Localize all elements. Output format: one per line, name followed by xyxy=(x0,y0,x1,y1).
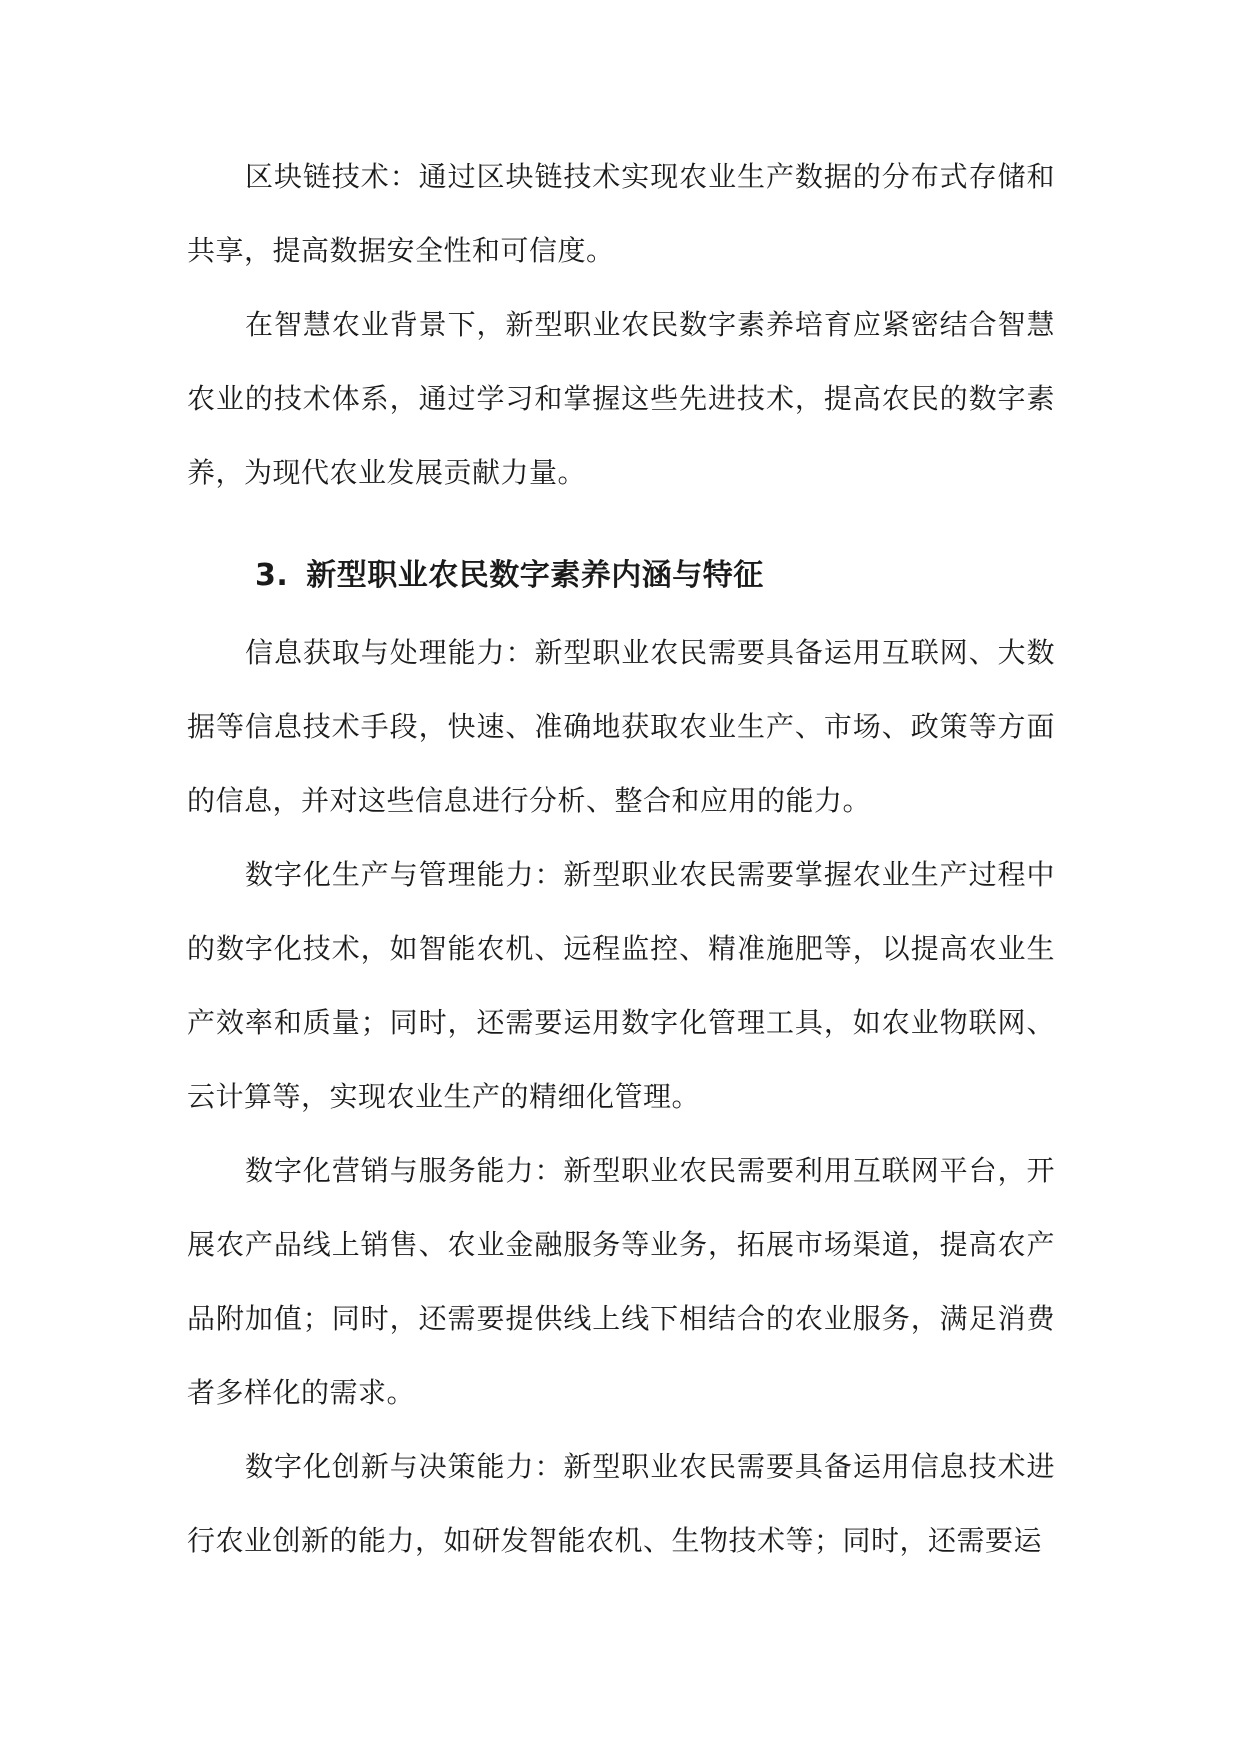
paragraph-smart-agriculture-summary: 在智慧农业背景下，新型职业农民数字素养培育应紧密结合智慧农业的技术体系，通过学习和掌握这些先进技术，提高农民的数字素养，为现代农业发展贡献力量。 xyxy=(187,308,1055,489)
paragraph-innovation-decision-ability: 数字化创新与决策能力：新型职业农民需要具备运用信息技术进行农业创新的能力，如研发智能农机、生物技术等；同时，还需要运 xyxy=(187,1450,1055,1557)
paragraph-information-ability: 信息获取与处理能力：新型职业农民需要具备运用互联网、大数据等信息技术手段，快速、准确地获取农业生产、市场、政策等方面的信息，并对这些信息进行分析、整合和应用的能力。 xyxy=(187,636,1055,817)
paragraph-production-management-ability: 数字化生产与管理能力：新型职业农民需要掌握农业生产过程中的数字化技术，如智能农机、远程监控、精准施肥等，以提高农业生产效率和质量；同时，还需要运用数字化管理工具，如农业物联网、云计算等，实现农业生产的精细化管理。 xyxy=(187,858,1055,1113)
section-title: 新型职业农民数字素养内涵与特征 xyxy=(306,558,764,593)
paragraph-marketing-service-ability: 数字化营销与服务能力：新型职业农民需要利用互联网平台，开展农产品线上销售、农业金融服务等业务，拓展市场渠道，提高农产品附加值；同时，还需要提供线上线下相结合的农业服务，满足消费者多样化的需求。 xyxy=(187,1154,1055,1409)
section-heading xyxy=(187,536,1055,616)
document-body xyxy=(187,140,1055,1578)
paragraph-blockchain: 区块链技术：通过区块链技术实现农业生产数据的分布式存储和共享，提高数据安全性和可信度。 xyxy=(187,160,1055,267)
section-number: 3. xyxy=(255,558,289,593)
